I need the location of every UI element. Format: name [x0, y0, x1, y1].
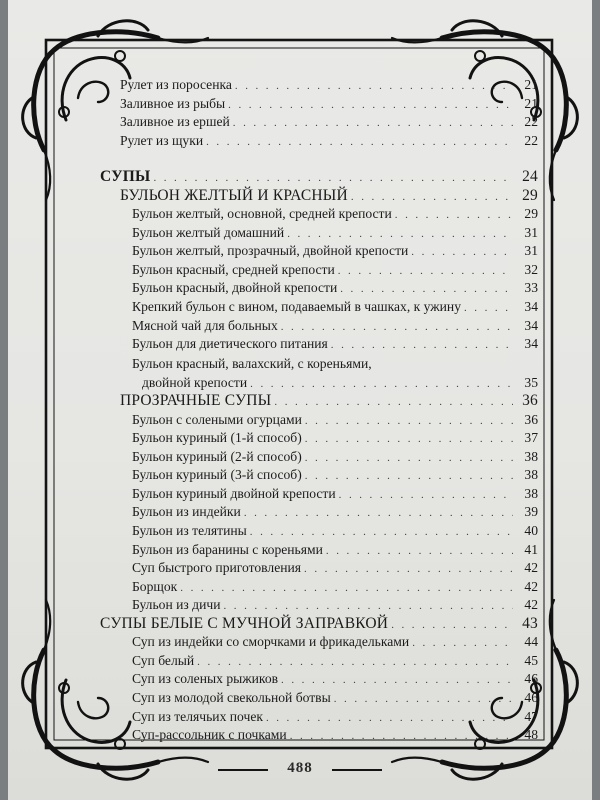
dot-leader — [351, 188, 513, 207]
toc-entry — [100, 298, 538, 317]
toc-entry-page: 38 — [524, 448, 538, 464]
toc-entry-title: Суп из телячьих почек — [132, 708, 263, 724]
dot-leader — [305, 430, 513, 449]
toc-entry — [100, 317, 538, 336]
dot-leader — [304, 560, 513, 579]
toc-entry — [100, 132, 538, 151]
toc-entry-page: 34 — [524, 317, 538, 333]
toc-entry-page: 21 — [524, 95, 538, 111]
toc-entry-title: Рулет из щуки — [120, 132, 204, 148]
dot-leader — [274, 393, 513, 412]
dot-leader — [331, 336, 513, 355]
toc-entry-title: БУЛЬОН ЖЕЛТЫЙ И КРАСНЫЙ — [120, 186, 348, 204]
toc-entry-title: Суп быстрого приготовления — [132, 560, 302, 576]
dot-leader — [197, 653, 513, 672]
toc-entry-title: Крепкий бульон с вином, подаваемый в чашках, к ужину — [132, 299, 461, 315]
toc-entry-title: Бульон желтый домашний — [132, 224, 285, 240]
toc-entry-page: 35 — [524, 374, 538, 390]
toc-entry-title: Бульон из индейки — [132, 504, 241, 520]
toc-entry-page: 34 — [524, 336, 538, 352]
toc-entry-title: Суп из молодой свекольной ботвы — [132, 689, 331, 705]
toc-entry-title: Бульон куриный (2-й способ) — [132, 448, 302, 464]
toc-entry-page: 22 — [524, 132, 538, 148]
table-of-contents — [100, 76, 538, 745]
dot-leader — [206, 133, 513, 152]
dot-leader — [281, 671, 513, 690]
dot-leader — [340, 280, 513, 299]
toc-entry-page: 43 — [522, 614, 538, 632]
toc-entry — [100, 503, 538, 522]
dot-leader — [411, 243, 513, 262]
toc-entry — [100, 448, 538, 467]
toc-entry — [100, 485, 538, 504]
book-page — [8, 0, 592, 800]
dot-leader — [244, 504, 513, 523]
toc-entry-title: Бульон куриный двойной крепости — [132, 485, 336, 501]
dot-leader — [250, 375, 513, 394]
dot-leader — [334, 690, 513, 709]
dot-leader — [290, 727, 513, 746]
toc-entry-page: 21 — [524, 77, 538, 92]
dot-leader — [281, 318, 513, 337]
toc-entry-page: 38 — [524, 467, 538, 483]
dot-leader — [153, 169, 513, 188]
dot-leader — [395, 206, 513, 225]
toc-entry-title: Бульон из дичи — [132, 597, 221, 613]
dot-leader — [391, 616, 513, 635]
dot-leader — [180, 579, 513, 598]
dot-leader — [412, 634, 513, 653]
toc-section-heading — [100, 615, 538, 634]
toc-entry-title: Бульон красный, валахский, с кореньями, — [132, 355, 372, 371]
dot-leader — [339, 486, 513, 505]
toc-entry — [100, 224, 538, 243]
toc-entry — [100, 335, 538, 354]
toc-entry-page: 37 — [524, 430, 538, 446]
toc-entry — [100, 429, 538, 448]
toc-entry — [100, 95, 538, 114]
toc-entry — [100, 578, 538, 597]
toc-entry-title: СУПЫ БЕЛЫЕ С МУЧНОЙ ЗАПРАВКОЙ — [100, 614, 389, 632]
dot-leader — [326, 542, 513, 561]
dot-leader — [305, 412, 513, 431]
toc-entry — [100, 708, 538, 727]
toc-entry — [100, 466, 538, 485]
toc-entry — [100, 354, 538, 374]
toc-entry-title: Суп белый — [132, 652, 195, 668]
dot-leader — [250, 523, 513, 542]
toc-entry-page: 31 — [524, 243, 538, 259]
toc-entry — [100, 596, 538, 615]
toc-entry-page: 33 — [524, 280, 538, 296]
dot-leader — [266, 709, 513, 728]
dot-leader — [464, 299, 513, 318]
toc-entry-title: Бульон с солеными огурцами — [132, 411, 302, 427]
toc-entry — [100, 633, 538, 652]
toc-entry-title: Суп-рассольник с почками — [132, 727, 287, 743]
toc-entry-title: Бульон из телятины — [132, 523, 247, 539]
dot-leader — [223, 597, 513, 616]
toc-entry-page: 48 — [524, 727, 538, 743]
dot-leader — [305, 449, 513, 468]
toc-entry — [100, 541, 538, 560]
toc-entry-title: ПРОЗРАЧНЫЕ СУПЫ — [120, 392, 272, 410]
toc-entry-page: 31 — [524, 224, 538, 240]
toc-entry — [100, 205, 538, 224]
toc-entry-page: 42 — [524, 578, 538, 594]
toc-entry — [100, 242, 538, 261]
dot-leader — [228, 96, 513, 115]
toc-entry-title: Суп из индейки со сморчками и фрикадельками — [132, 634, 410, 650]
toc-entry-page: 38 — [524, 485, 538, 501]
toc-entry-title: Борщок — [132, 578, 178, 594]
toc-entry-page: 46 — [524, 671, 538, 687]
toc-entry-title: Бульон красный, двойной крепости — [132, 280, 338, 296]
toc-entry-title: Бульон куриный (1-й способ) — [132, 430, 302, 446]
toc-entry-page: 47 — [524, 708, 538, 724]
toc-entry — [100, 113, 538, 132]
toc-entry-title: Бульон из баранины с кореньями — [132, 541, 323, 557]
toc-entry-page: 44 — [524, 634, 538, 650]
toc-entry — [100, 522, 538, 541]
toc-entry-title: Заливное из ершей — [120, 114, 230, 130]
toc-entry-title: Мясной чай для больных — [132, 317, 278, 333]
toc-entry-page: 24 — [522, 168, 538, 186]
toc-entry-title: Бульон желтый, основной, средней крепости — [132, 206, 392, 222]
toc-entry — [100, 559, 538, 578]
toc-entry — [100, 670, 538, 689]
toc-entry-title: СУПЫ — [100, 168, 151, 186]
dot-leader — [287, 225, 513, 244]
toc-entry-page: 39 — [524, 504, 538, 520]
toc-entry — [100, 374, 538, 393]
toc-entry-title: двойной крепости — [142, 374, 248, 390]
toc-entry-page: 36 — [522, 392, 538, 410]
dot-leader — [235, 77, 513, 96]
dot-leader — [233, 114, 513, 133]
toc-section-heading — [100, 392, 538, 411]
toc-entry — [100, 261, 538, 280]
toc-entry-title: Бульон куриный (3-й способ) — [132, 467, 302, 483]
toc-entry — [100, 726, 538, 745]
toc-entry-page: 40 — [524, 523, 538, 539]
toc-entry-page: 32 — [524, 261, 538, 277]
toc-entry-page: 22 — [524, 114, 538, 130]
toc-section-heading — [100, 168, 538, 187]
toc-entry — [100, 76, 538, 95]
toc-entry-page: 46 — [524, 689, 538, 705]
toc-section-heading — [100, 187, 538, 206]
toc-entry — [100, 279, 538, 298]
page-number: 488 — [287, 760, 313, 776]
toc-entry-page: 45 — [524, 652, 538, 668]
toc-entry-title: Бульон красный, средней крепости — [132, 261, 335, 277]
dot-leader — [305, 467, 513, 486]
toc-entry-page: 36 — [524, 411, 538, 427]
toc-entry-page: 42 — [524, 560, 538, 576]
toc-entry-title: Бульон желтый, прозрачный, двойной крепости — [132, 243, 409, 259]
toc-entry-title: Бульон для диетического питания — [132, 336, 328, 352]
toc-entry-title: Суп из соленых рыжиков — [132, 671, 279, 687]
toc-entry-page: 42 — [524, 597, 538, 613]
toc-entry-title: Заливное из рыбы — [120, 95, 226, 111]
dot-leader — [338, 262, 513, 281]
toc-entry-page: 29 — [524, 206, 538, 222]
toc-entry-page: 29 — [522, 186, 538, 204]
toc-entry-page: 34 — [524, 299, 538, 315]
toc-entry — [100, 652, 538, 671]
toc-entry-title: Рулет из поросенка — [120, 77, 232, 92]
toc-spacer — [100, 150, 538, 168]
toc-entry-page: 41 — [524, 541, 538, 557]
toc-entry — [100, 689, 538, 708]
toc-entry — [100, 411, 538, 430]
